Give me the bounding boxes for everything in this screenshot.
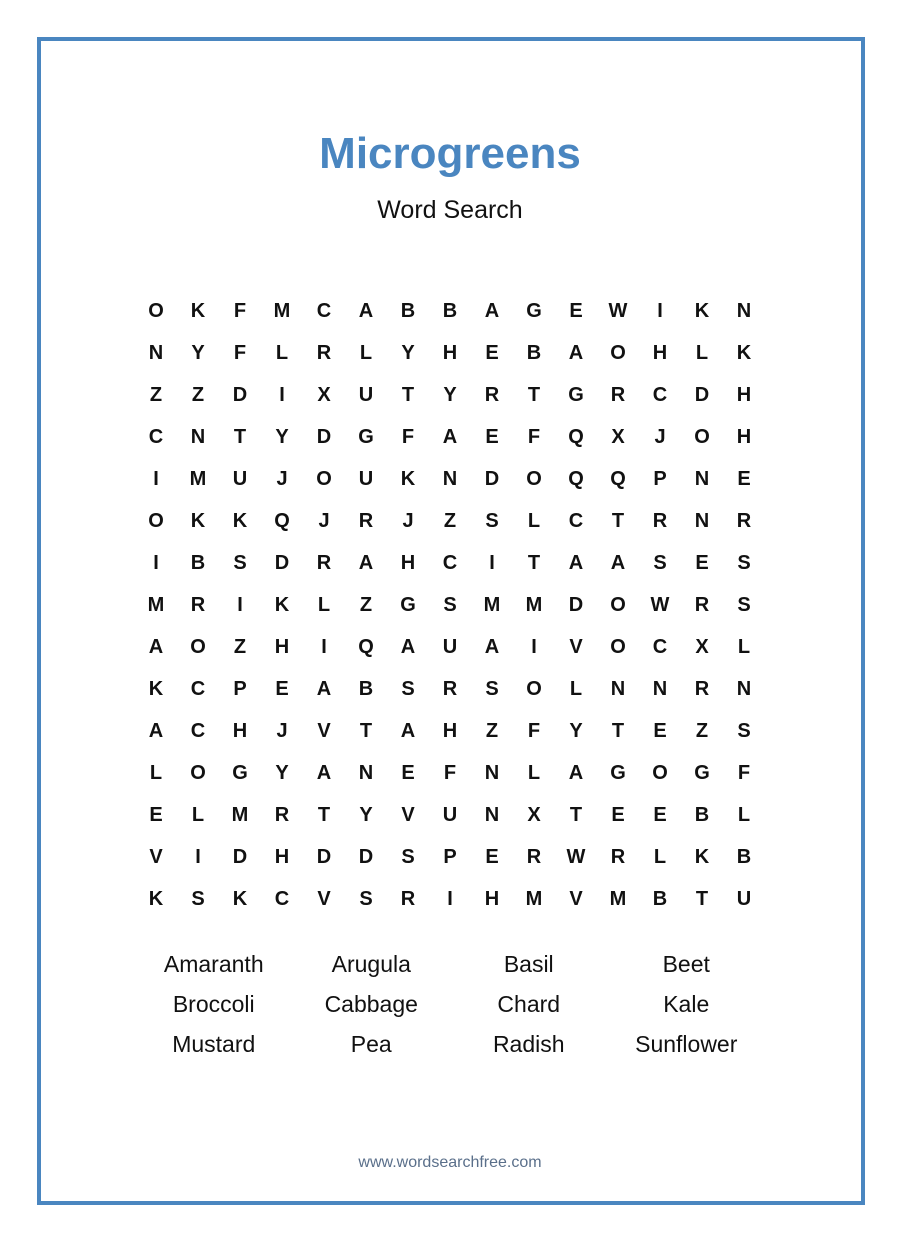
grid-letter: A — [442, 425, 458, 448]
grid-letter: N — [652, 677, 668, 700]
grid-letter: H — [652, 341, 668, 364]
grid-letter: G — [568, 383, 584, 406]
grid-letter: X — [695, 635, 709, 658]
grid-letter: K — [694, 845, 710, 868]
grid-letter: G — [232, 761, 248, 784]
grid-letter: W — [608, 299, 628, 322]
grid-letter: S — [737, 593, 751, 616]
grid-letter: Z — [149, 383, 163, 406]
grid-letter: E — [611, 803, 625, 826]
grid-letter: N — [736, 677, 752, 700]
grid-letter: S — [359, 887, 373, 910]
grid-letter: C — [190, 719, 206, 742]
grid-letter: K — [694, 299, 710, 322]
grid-letter: B — [190, 551, 206, 574]
grid-letter: Y — [191, 341, 205, 364]
grid-letter: F — [233, 299, 247, 322]
grid-letter: R — [736, 509, 752, 532]
grid-letter: N — [694, 467, 710, 490]
grid-letter: Y — [569, 719, 583, 742]
grid-letter: P — [443, 845, 457, 868]
grid-letter: V — [149, 845, 163, 868]
grid-letter: E — [485, 341, 499, 364]
grid-letter: Y — [275, 425, 289, 448]
grid-letter: U — [442, 635, 458, 658]
grid-letter: U — [442, 803, 458, 826]
grid-letter: O — [526, 467, 542, 490]
grid-letter: L — [149, 761, 163, 784]
grid-letter: L — [359, 341, 373, 364]
grid-letter: G — [610, 761, 626, 784]
grid-letter: C — [316, 299, 332, 322]
grid-letter: D — [694, 383, 710, 406]
grid-letter: M — [147, 593, 165, 616]
grid-letter: Z — [443, 509, 457, 532]
grid-letter: A — [148, 635, 164, 658]
grid-letter: A — [400, 635, 416, 658]
grid-letter: T — [569, 803, 583, 826]
grid-letter: T — [317, 803, 331, 826]
grid-letter: D — [274, 551, 290, 574]
grid-letter: X — [527, 803, 541, 826]
grid-letter: E — [569, 299, 583, 322]
grid-letter: G — [358, 425, 374, 448]
grid-letter: Y — [401, 341, 415, 364]
grid-letter: S — [233, 551, 247, 574]
grid-letter: H — [736, 425, 752, 448]
grid-letter: A — [148, 719, 164, 742]
grid-letter: S — [485, 509, 499, 532]
grid-letter: E — [653, 719, 667, 742]
grid-letter: A — [568, 551, 584, 574]
grid-letter: B — [694, 803, 710, 826]
grid-letter: R — [526, 845, 542, 868]
grid-letter: R — [190, 593, 206, 616]
grid-letter: G — [400, 593, 416, 616]
grid-letter: K — [232, 509, 248, 532]
grid-letter: T — [695, 887, 709, 910]
grid-letter: R — [652, 509, 668, 532]
grid-letter: E — [695, 551, 709, 574]
grid-letter: K — [736, 341, 752, 364]
grid-letter: K — [190, 509, 206, 532]
grid-letter: J — [276, 719, 288, 742]
grid-letter: D — [232, 383, 248, 406]
grid-letter: Z — [359, 593, 373, 616]
word-list-item: Mustard — [172, 1030, 256, 1057]
grid-letter: A — [358, 551, 374, 574]
grid-letter: N — [694, 509, 710, 532]
grid-letter: O — [610, 341, 626, 364]
grid-letter: H — [442, 719, 458, 742]
grid-letter: R — [400, 887, 416, 910]
grid-letter: D — [232, 845, 248, 868]
grid-letter: B — [526, 341, 542, 364]
grid-letter: C — [148, 425, 164, 448]
grid-letter: M — [525, 887, 543, 910]
grid-letter: E — [149, 803, 163, 826]
grid-letter: A — [316, 677, 332, 700]
grid-letter: L — [275, 341, 289, 364]
grid-letter: C — [274, 887, 290, 910]
grid-letter: C — [442, 551, 458, 574]
grid-letter: H — [484, 887, 500, 910]
grid-letter: L — [527, 509, 541, 532]
grid-letter: B — [358, 677, 374, 700]
grid-letter: R — [358, 509, 374, 532]
grid-letter: O — [610, 593, 626, 616]
grid-letter: R — [442, 677, 458, 700]
grid-letter: I — [279, 383, 285, 406]
word-list-item: Radish — [492, 1030, 565, 1057]
grid-letter: T — [401, 383, 415, 406]
grid-letter: F — [401, 425, 415, 448]
grid-letter: J — [276, 467, 288, 490]
grid-letter: Z — [191, 383, 205, 406]
grid-letter: O — [316, 467, 332, 490]
grid-letter: K — [400, 467, 416, 490]
grid-letter: Q — [568, 467, 584, 490]
grid-letter: K — [148, 887, 164, 910]
puzzle-title: Microgreens — [319, 129, 581, 178]
grid-letter: I — [489, 551, 495, 574]
grid-letter: H — [232, 719, 248, 742]
grid-letter: A — [358, 299, 374, 322]
word-list-item: Basil — [503, 950, 554, 977]
grid-letter: U — [358, 383, 374, 406]
word-list-item: Pea — [350, 1030, 392, 1057]
grid-letter: B — [736, 845, 752, 868]
grid-letter: X — [317, 383, 331, 406]
word-list-item: Cabbage — [324, 990, 418, 1017]
grid-letter: C — [190, 677, 206, 700]
grid-letter: P — [653, 467, 667, 490]
grid-letter: S — [191, 887, 205, 910]
letter-grid — [135, 290, 765, 920]
grid-letter: W — [566, 845, 586, 868]
grid-letter: A — [484, 299, 500, 322]
grid-letter: C — [568, 509, 584, 532]
grid-letter: Z — [233, 635, 247, 658]
grid-letter: S — [485, 677, 499, 700]
grid-letter: V — [317, 887, 331, 910]
grid-letter: L — [191, 803, 205, 826]
grid-letter: N — [484, 803, 500, 826]
grid-letter: I — [237, 593, 243, 616]
grid-letter: R — [316, 551, 332, 574]
grid-letter: L — [317, 593, 331, 616]
grid-letter: B — [442, 299, 458, 322]
grid-letter: T — [233, 425, 247, 448]
grid-letter: J — [402, 509, 414, 532]
footer-url: www.wordsearchfree.com — [358, 1154, 542, 1171]
grid-letter: V — [401, 803, 415, 826]
word-list-item: Amaranth — [163, 950, 264, 977]
grid-letter: I — [321, 635, 327, 658]
grid-letter: Y — [359, 803, 373, 826]
grid-letter: H — [736, 383, 752, 406]
grid-letter: M — [231, 803, 249, 826]
grid-letter: I — [531, 635, 537, 658]
grid-letter: K — [274, 593, 290, 616]
grid-letter: M — [525, 593, 543, 616]
grid-letter: X — [611, 425, 625, 448]
grid-letter: T — [527, 551, 541, 574]
grid-letter: E — [653, 803, 667, 826]
word-list-item: Arugula — [331, 950, 411, 977]
grid-letter: N — [358, 761, 374, 784]
grid-letter: R — [610, 845, 626, 868]
grid-letter: E — [275, 677, 289, 700]
grid-letter: S — [653, 551, 667, 574]
grid-letter: A — [568, 341, 584, 364]
grid-letter: N — [484, 761, 500, 784]
grid-letter: L — [653, 845, 667, 868]
grid-letter: R — [610, 383, 626, 406]
grid-letter: S — [737, 719, 751, 742]
grid-letter: T — [611, 509, 625, 532]
grid-letter: G — [694, 761, 710, 784]
grid-letter: L — [737, 635, 751, 658]
grid-letter: N — [148, 341, 164, 364]
grid-letter: A — [568, 761, 584, 784]
grid-letter: O — [190, 635, 206, 658]
grid-letter: E — [485, 845, 499, 868]
word-list — [135, 944, 765, 1064]
grid-letter: U — [358, 467, 374, 490]
grid-letter: I — [447, 887, 453, 910]
grid-letter: T — [359, 719, 373, 742]
grid-letter: W — [650, 593, 670, 616]
grid-letter: I — [153, 551, 159, 574]
grid-letter: M — [189, 467, 207, 490]
grid-letter: V — [569, 887, 583, 910]
word-list-item: Beet — [662, 950, 710, 977]
grid-letter: P — [233, 677, 247, 700]
grid-letter: R — [694, 677, 710, 700]
grid-letter: F — [443, 761, 457, 784]
grid-letter: H — [400, 551, 416, 574]
grid-letter: O — [148, 509, 164, 532]
grid-letter: O — [190, 761, 206, 784]
grid-letter: Q — [610, 467, 626, 490]
grid-letter: S — [401, 677, 415, 700]
grid-letter: O — [526, 677, 542, 700]
grid-letter: S — [401, 845, 415, 868]
grid-letter: H — [442, 341, 458, 364]
grid-letter: V — [317, 719, 331, 742]
grid-letter: O — [610, 635, 626, 658]
grid-letter: Y — [275, 761, 289, 784]
grid-letter: D — [316, 845, 332, 868]
grid-letter: L — [737, 803, 751, 826]
grid-letter: Z — [485, 719, 499, 742]
puzzle-subtitle: Word Search — [377, 196, 523, 224]
grid-letter: C — [652, 383, 668, 406]
grid-letter: M — [273, 299, 291, 322]
grid-letter: D — [316, 425, 332, 448]
grid-letter: M — [609, 887, 627, 910]
grid-letter: L — [527, 761, 541, 784]
grid-letter: D — [358, 845, 374, 868]
word-list-item: Sunflower — [635, 1030, 738, 1057]
grid-letter: I — [153, 467, 159, 490]
grid-letter: T — [611, 719, 625, 742]
grid-letter: Q — [568, 425, 584, 448]
word-list-item: Broccoli — [172, 990, 255, 1017]
grid-letter: T — [527, 383, 541, 406]
grid-letter: U — [232, 467, 248, 490]
grid-letter: D — [484, 467, 500, 490]
grid-letter: V — [569, 635, 583, 658]
grid-letter: R — [316, 341, 332, 364]
grid-letter: F — [233, 341, 247, 364]
grid-letter: R — [484, 383, 500, 406]
grid-letter: B — [652, 887, 668, 910]
grid-letter: Y — [443, 383, 457, 406]
grid-letter: Q — [274, 509, 290, 532]
grid-letter: A — [316, 761, 332, 784]
grid-letter: A — [610, 551, 626, 574]
grid-letter: R — [274, 803, 290, 826]
grid-letter: O — [694, 425, 710, 448]
grid-letter: O — [652, 761, 668, 784]
word-list-item: Kale — [663, 990, 710, 1017]
grid-letter: N — [442, 467, 458, 490]
grid-letter: Q — [358, 635, 374, 658]
grid-letter: D — [568, 593, 584, 616]
grid-letter: Z — [695, 719, 709, 742]
grid-letter: B — [400, 299, 416, 322]
grid-letter: N — [736, 299, 752, 322]
grid-letter: K — [190, 299, 206, 322]
grid-letter: A — [400, 719, 416, 742]
grid-letter: N — [610, 677, 626, 700]
grid-letter: E — [737, 467, 751, 490]
grid-letter: N — [190, 425, 206, 448]
grid-letter: E — [401, 761, 415, 784]
grid-letter: L — [695, 341, 709, 364]
grid-letter: M — [483, 593, 501, 616]
grid-letter: E — [485, 425, 499, 448]
grid-letter: U — [736, 887, 752, 910]
grid-letter: C — [652, 635, 668, 658]
grid-letter: I — [195, 845, 201, 868]
grid-letter: F — [527, 425, 541, 448]
grid-letter: G — [526, 299, 542, 322]
grid-letter: H — [274, 845, 290, 868]
grid-letter: S — [737, 551, 751, 574]
grid-letter: S — [443, 593, 457, 616]
grid-letter: J — [318, 509, 330, 532]
grid-letter: H — [274, 635, 290, 658]
grid-letter: K — [148, 677, 164, 700]
grid-letter: F — [527, 719, 541, 742]
grid-letter: K — [232, 887, 248, 910]
grid-letter: L — [569, 677, 583, 700]
grid-letter: F — [737, 761, 751, 784]
grid-letter: R — [694, 593, 710, 616]
grid-letter: J — [654, 425, 666, 448]
grid-letter: O — [148, 299, 164, 322]
grid-letter: I — [657, 299, 663, 322]
grid-letter: A — [484, 635, 500, 658]
word-list-item: Chard — [497, 990, 561, 1017]
